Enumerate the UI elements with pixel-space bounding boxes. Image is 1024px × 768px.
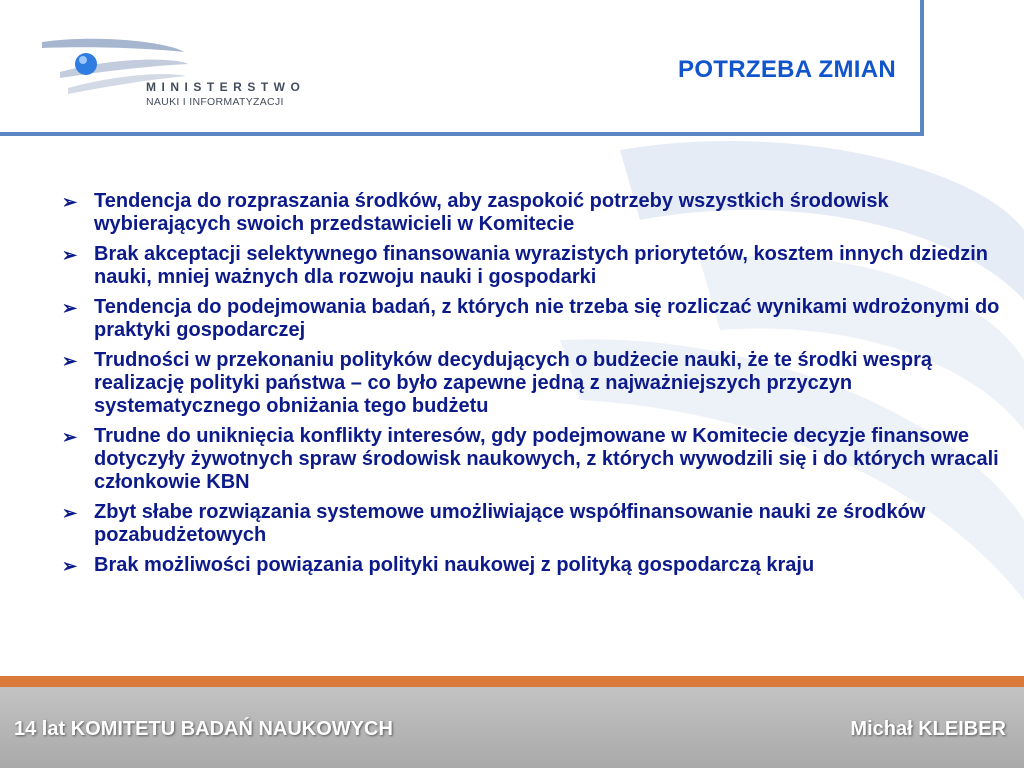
footer-event-title: 14 lat KOMITETU BADAŃ NAUKOWYCH [14, 718, 393, 740]
arrow-right-icon: ➢ [62, 192, 78, 212]
arrow-right-icon: ➢ [62, 351, 78, 371]
arrow-right-icon: ➢ [62, 245, 78, 265]
arrow-right-icon: ➢ [62, 503, 78, 523]
footer-accent-bar [0, 676, 1024, 687]
logo-text-ministry: MINISTERSTWO [146, 80, 306, 94]
arrow-right-icon: ➢ [62, 298, 78, 318]
bullet-item [60, 425, 1000, 494]
logo-globe-icon [75, 53, 97, 75]
logo-swoosh [42, 39, 184, 52]
arrow-right-icon: ➢ [62, 556, 78, 576]
bullet-text: Brak możliwości powiązania polityki naukowej z polityką gospodarczą kraju [94, 554, 815, 576]
bullet-text: Trudne do uniknięcia konflikty interesów, gdy podejmowane w Komitecie decyzje finansowe dotyczyły żywotnych spraw środowisk naukowych, z których wywodzili się i do których wracali członkowie KBN [94, 425, 999, 493]
bullet-item [60, 554, 1000, 577]
slide-title: POTRZEBA ZMIAN [678, 56, 896, 83]
bullet-text: Zbyt słabe rozwiązania systemowe umożliwiające współfinansowanie nauki ze środków pozabudżetowych [94, 501, 926, 546]
footer-author: Michał KLEIBER [850, 718, 1006, 740]
bullet-item [60, 243, 1000, 289]
bullet-text: Tendencja do rozpraszania środków, aby zaspokoić potrzeby wszystkich środowisk wybierających swoich przedstawicieli w Komitecie [94, 190, 889, 235]
slide-header [0, 0, 924, 136]
arrow-right-icon: ➢ [62, 427, 78, 447]
logo-globe-highlight [79, 56, 87, 64]
bullet-text: Trudności w przekonaniu polityków decydujących o budżecie nauki, że te środki wesprą realizację polityki państwa – co było zapewne jedną z najważniejszych przyczyn systematycznego obniżania tego budżetu [94, 349, 932, 417]
bullet-text: Brak akceptacji selektywnego finansowania wyrazistych priorytetów, kosztem innych dziedzin nauki, mniej ważnych dla rozwoju nauki i gospodarki [94, 243, 988, 288]
bullet-item [60, 501, 1000, 547]
bullet-item [60, 190, 1000, 236]
bullet-text: Tendencja do podejmowania badań, z których nie trzeba się rozliczać wynikami wdrożonymi do praktyki gospodarczej [94, 296, 1000, 341]
bullet-item [60, 296, 1000, 342]
bullet-list [60, 190, 1000, 584]
logo-text-subtitle: NAUKI I INFORMATYZACJI [146, 96, 284, 108]
bullet-item [60, 349, 1000, 418]
